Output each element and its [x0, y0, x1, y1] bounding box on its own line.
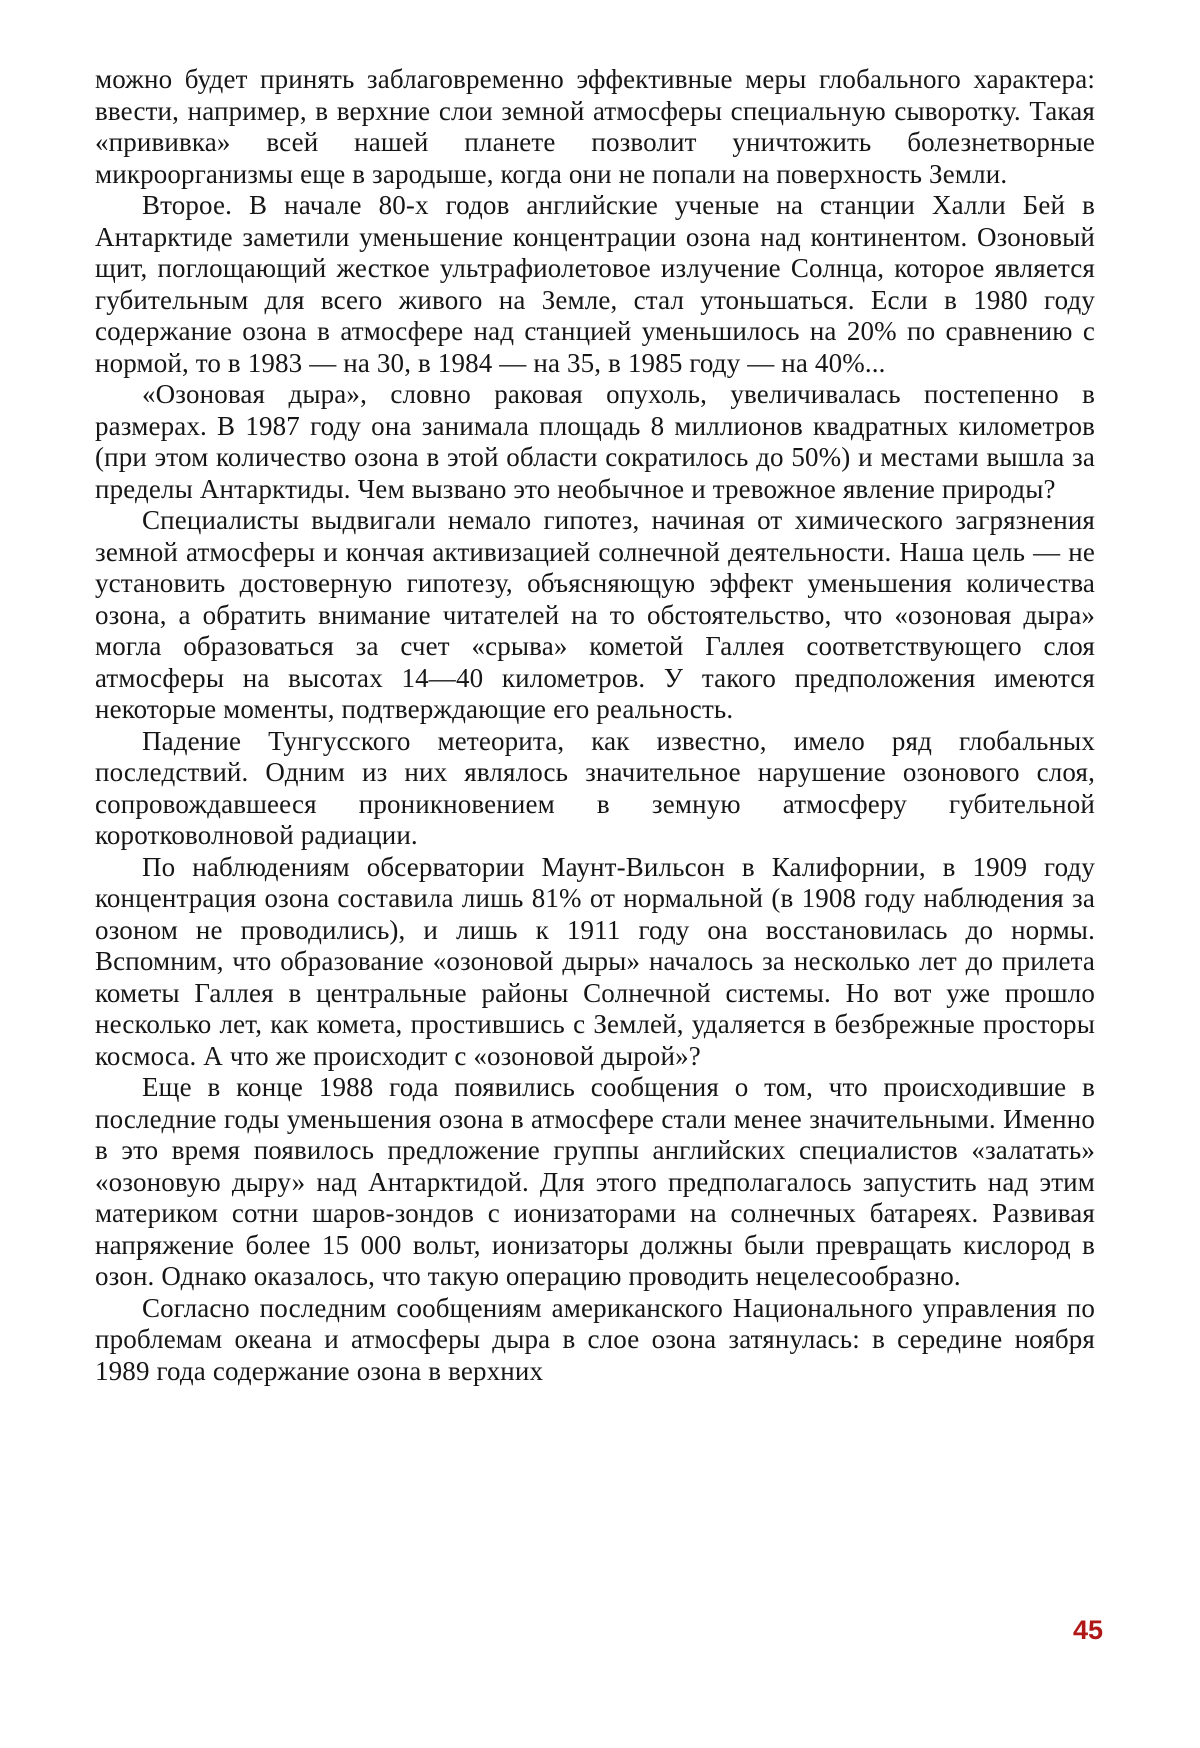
paragraph-4: Специалисты выдвигали немало гипотез, начиная от химического загрязнения земной атмосферы и кончая активизацией солнечной деятельности. Наша цель — не установить достоверную гипотезу, объясняющую эффект уменьшения количества озона, а обратить внимание читателей на то обстоятельство, что «озоновая дыра» могла образоваться за счет «срыва» кометой Галлея соответствующего слоя атмосферы на высотах 14—40 километров. У такого предположения имеются некоторые моменты, подтверждающие его реальность.: [95, 505, 1095, 724]
paragraph-5: Падение Тунгусского метеорита, как известно, имело ряд глобальных последствий. Одним из них являлось значительное нарушение озонового слоя, сопровождавшееся проникновением в земную атмосферу губительной коротковолновой радиации.: [95, 725, 1095, 850]
paragraph-3: «Озоновая дыра», словно раковая опухоль, увеличивалась постепенно в размерах. В 1987 году она занимала площадь 8 миллионов квадратных километров (при этом количество озона в этой области сократилось до 50%) и местами вышла за пределы Антарктиды. Чем вызвано это необычное и тревожное явление природы?: [95, 379, 1095, 504]
paragraph-2: Второе. В начале 80-х годов английские ученые на станции Халли Бей в Антарктиде заметили уменьшение концентрации озона над континентом. Озоновый щит, поглощающий жесткое ультрафиолетовое излучение Солнца, которое является губительным для всего живого на Земле, стал утоньшаться. Если в 1980 году содержание озона в атмосфере над станцией уменьшилось на 20% по сравнению с нормой, то в 1983 — на 30, в 1984 — на 35, в 1985 году — на 40%...: [95, 190, 1095, 378]
paragraph-8: Согласно последним сообщениям американского Национального управления по проблемам океана и атмосферы дыра в слое озона затянулась: в середине ноября 1989 года содержание озона в верхних: [95, 1292, 1095, 1386]
page-number: 45: [1073, 1615, 1104, 1645]
page-body: [95, 64, 1095, 1387]
paragraph-1: можно будет принять заблаговременно эффективные меры глобального характера: ввести, например, в верхние слои земной атмосферы специальную сыворотку. Такая «прививка» всей нашей планете позволит уничтожить болезнетворные микроорганизмы еще в зародыше, когда они не попали на поверхность Земли.: [95, 64, 1095, 189]
paragraph-7: Еще в конце 1988 года появились сообщения о том, что происходившие в последние годы уменьшения озона в атмосфере стали менее значительными. Именно в это время появилось предложение группы английских специалистов «залатать» «озоновую дыру» над Антарктидой. Для этого предполагалось запустить над этим материком сотни шаров-зондов с ионизаторами на солнечных батареях. Развивая напряжение более 15 000 вольт, ионизаторы должны были превращать кислород в озон. Однако оказалось, что такую операцию проводить нецелесообразно.: [95, 1072, 1095, 1291]
paragraph-6: По наблюдениям обсерватории Маунт-Вильсон в Калифорнии, в 1909 году концентрация озона составила лишь 81% от нормальной (в 1908 году наблюдения за озоном не проводились), и лишь к 1911 году она восстановилась до нормы. Вспомним, что образование «озоновой дыры» началось за несколько лет до прилета кометы Галлея в центральные районы Солнечной системы. Но вот уже прошло несколько лет, как комета, простившись с Землей, удаляется в безбрежные просторы космоса. А что же происходит с «озоновой дырой»?: [95, 851, 1095, 1071]
